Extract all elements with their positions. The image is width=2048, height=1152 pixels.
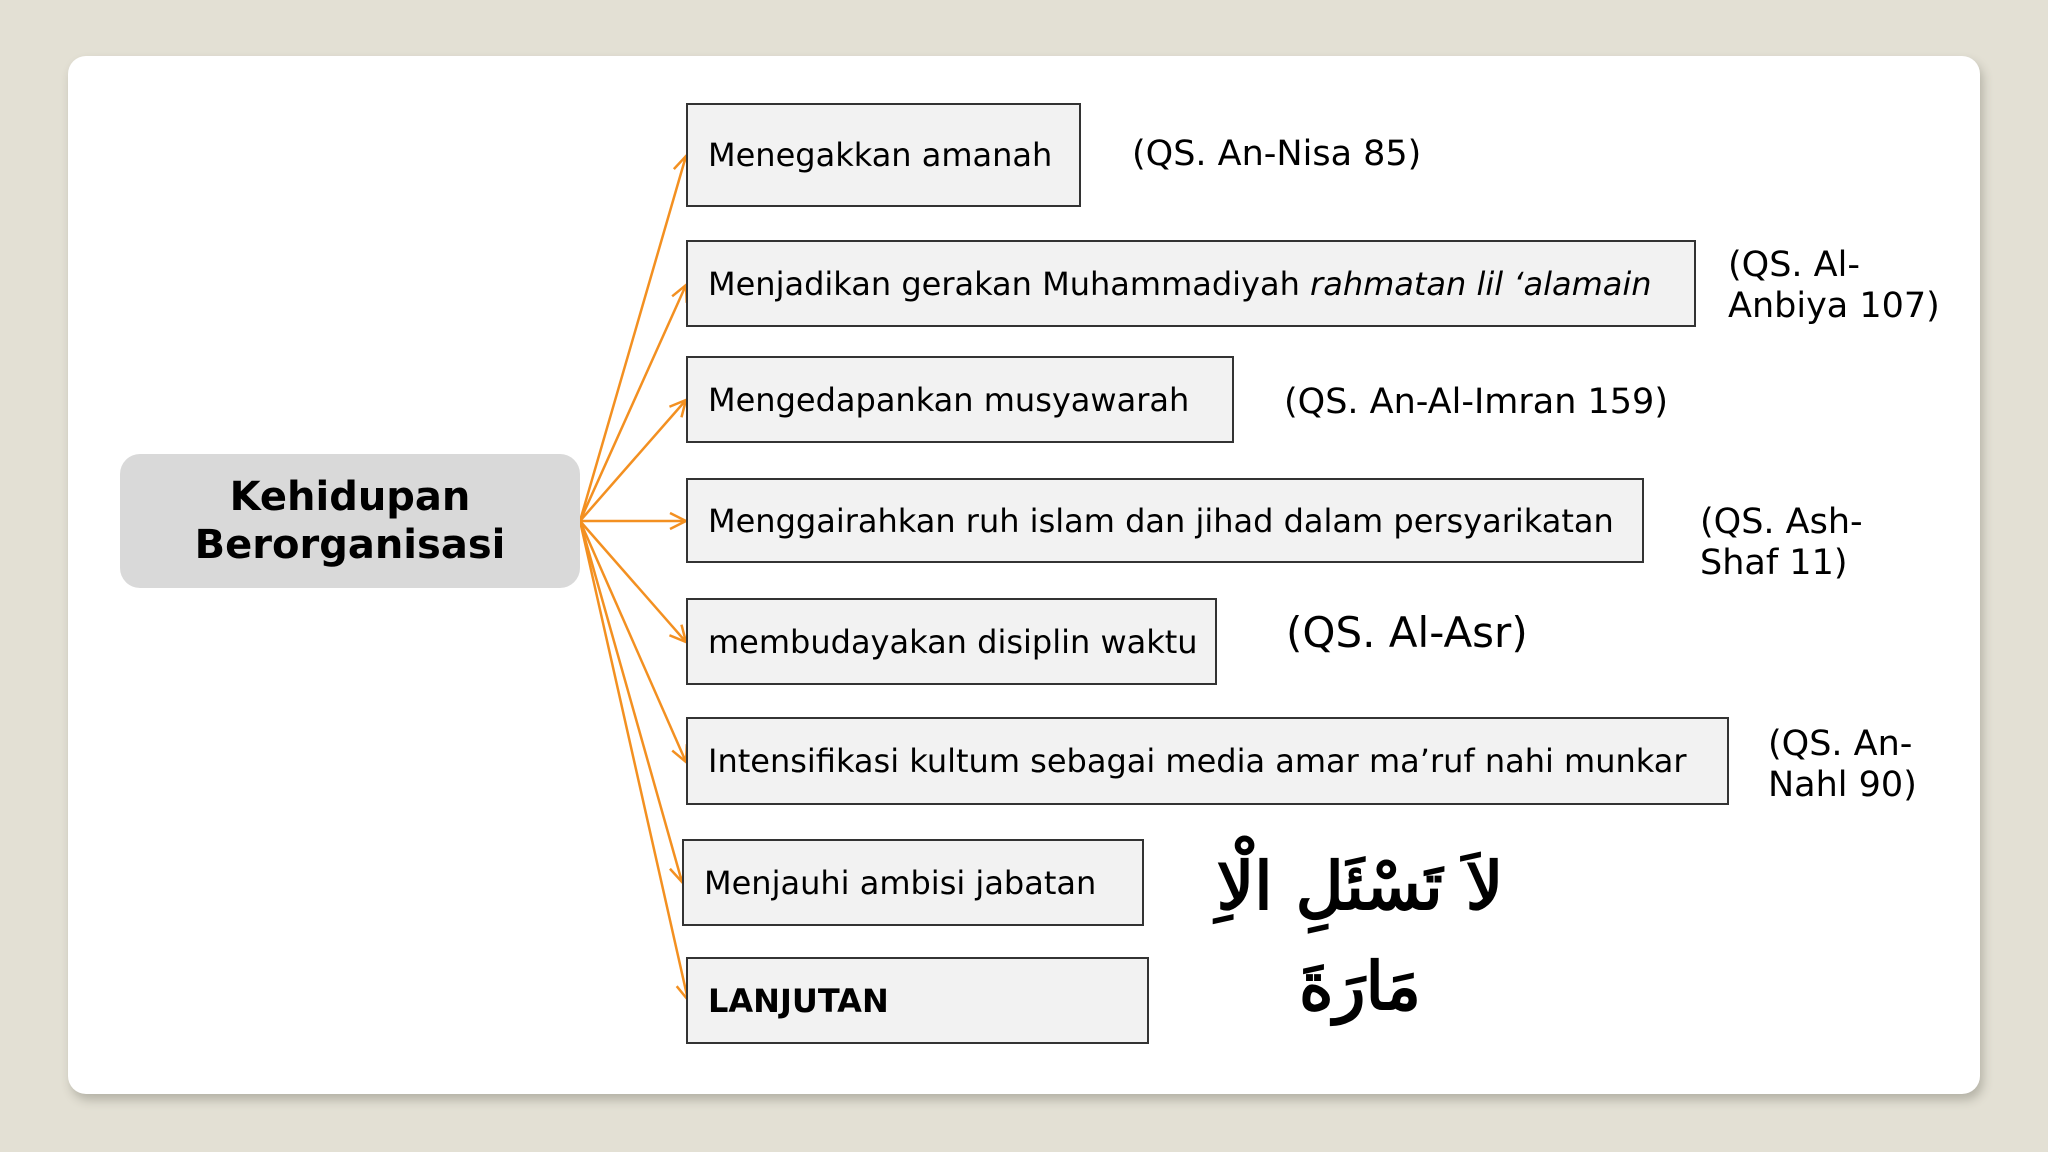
item-label-2 — [708, 265, 1652, 303]
item-ref-1: (QS. An-Nisa 85) — [1132, 134, 1422, 174]
item-box-1 — [686, 103, 1081, 207]
item-ref-6 — [1768, 724, 1917, 806]
item-ref-6-line-2: Nahl 90) — [1768, 765, 1917, 805]
item-ref-2-line-1: (QS. Al- — [1728, 245, 1860, 285]
item-ref-4 — [1700, 502, 1863, 584]
item-ref-5: (QS. Al-Asr) — [1286, 608, 1528, 657]
item-label-2-plain: Menjadikan gerakan Muhammadiyah — [708, 264, 1311, 303]
arrow-7 — [580, 521, 682, 882]
root-line-1: Kehidupan — [229, 474, 471, 520]
item-box-2 — [686, 240, 1696, 327]
item-box-7 — [682, 839, 1144, 926]
item-ref-4-line-1: (QS. Ash- — [1700, 502, 1863, 542]
item-ref-7-arabic: لاَ تَسْئَلِ الْاِ مَارَةَ — [1216, 847, 1504, 1025]
item-label-3: Mengedapankan musyawarah — [708, 380, 1190, 419]
root-node-kehidupan-berorganisasi — [120, 454, 580, 588]
arrow-3 — [580, 400, 686, 521]
item-ref-4-line-2: Shaf 11) — [1700, 543, 1848, 583]
item-ref-3: (QS. An-Al-Imran 159) — [1284, 382, 1668, 422]
item-box-5 — [686, 598, 1217, 685]
item-label-5: membudayakan disiplin waktu — [708, 622, 1198, 661]
root-line-2: Berorganisasi — [194, 522, 506, 568]
item-label-1: Menegakkan amanah — [708, 136, 1053, 174]
item-box-3 — [686, 356, 1234, 443]
lanjutan-box[interactable] — [686, 957, 1149, 1044]
lanjutan-label: LANJUTAN — [708, 981, 889, 1020]
arrow-2 — [580, 285, 686, 521]
item-label-7: Menjauhi ambisi jabatan — [704, 863, 1097, 902]
item-box-4 — [686, 478, 1644, 563]
arrow-8 — [580, 521, 688, 1000]
item-ref-2-line-2: Anbiya 107) — [1728, 286, 1940, 326]
item-ref-2 — [1728, 245, 1940, 327]
item-label-2-italic: rahmatan lil ‘alamain — [1310, 264, 1652, 303]
arrow-6 — [580, 521, 686, 762]
arrow-1 — [580, 156, 686, 521]
item-box-6 — [686, 717, 1729, 805]
item-label-4: Menggairahkan ruh islam dan jihad dalam persyarikatan — [708, 501, 1614, 540]
item-label-6: Intensifikasi kultum sebagai media amar ma’ruf nahi munkar — [708, 742, 1687, 780]
item-ref-6-line-1: (QS. An- — [1768, 724, 1913, 764]
